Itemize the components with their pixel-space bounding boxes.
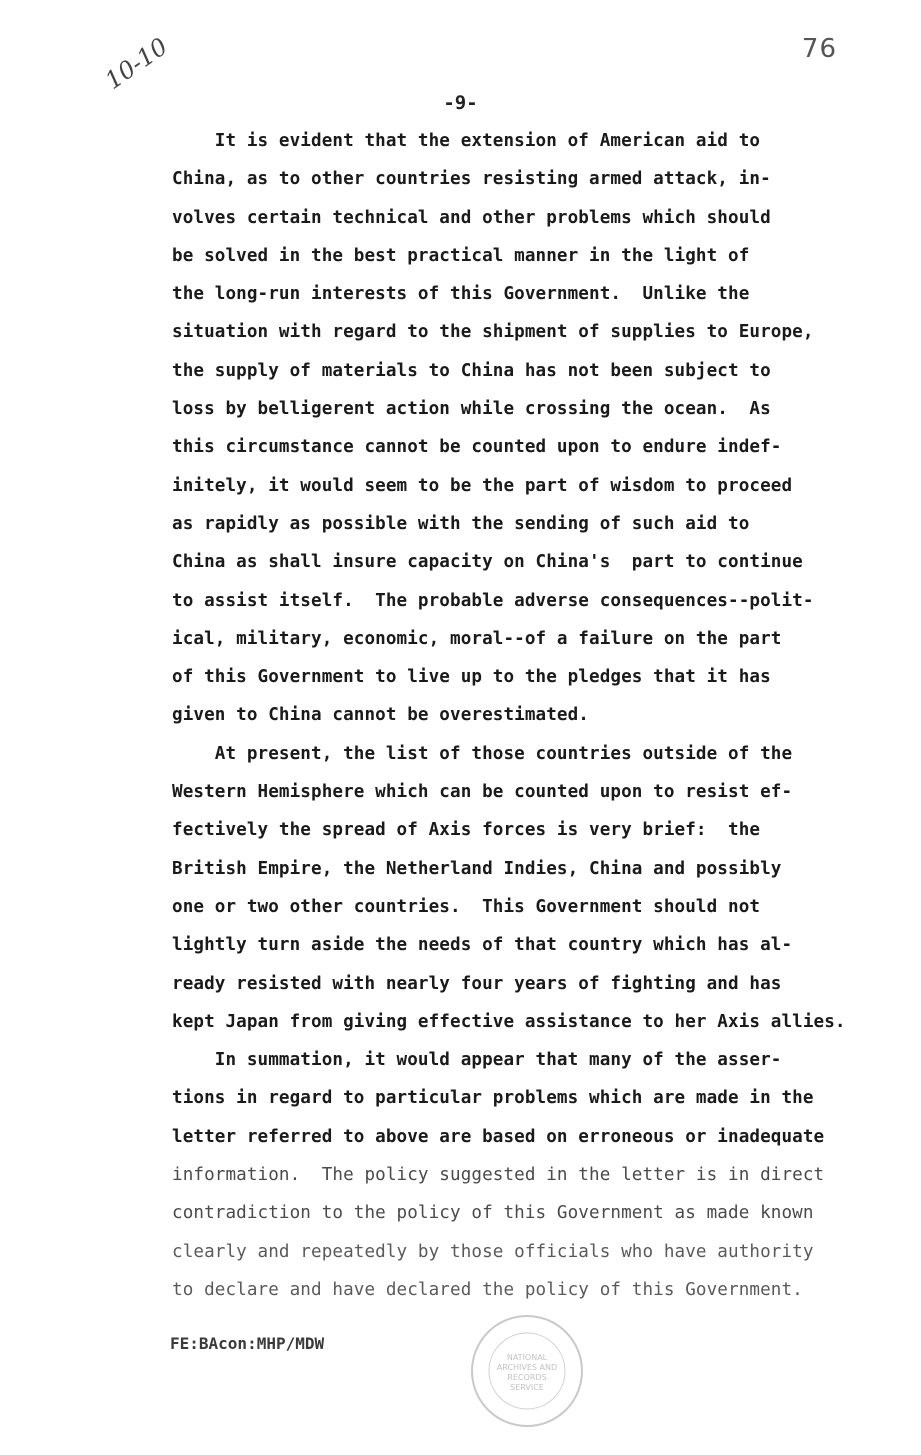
text-line: initely, it would seem to be the part of wisdom to proceed <box>172 475 793 496</box>
text-line: the long-run interests of this Government. Unlike the <box>172 284 750 305</box>
text-line: Western Hemisphere which can be counted upon to resist ef- <box>172 782 793 803</box>
text-line: ready resisted with nearly four years of fighting and has <box>172 973 782 994</box>
seal-text-line: NATIONAL <box>506 1353 548 1362</box>
text-line: China, as to other countries resisting armed attack, in- <box>172 169 771 190</box>
text-line: ical, military, economic, moral--of a failure on the part <box>172 628 782 649</box>
text-line: of this Government to live up to the pledges that it has <box>172 667 771 688</box>
seal-text-line: ARCHIVES AND <box>496 1363 558 1372</box>
seal-text-line: RECORDS <box>507 1373 547 1382</box>
text-line: lightly turn aside the needs of that country which has al- <box>172 935 793 956</box>
text-line: as rapidly as possible with the sending of such aid to <box>172 513 750 534</box>
seal-text-line: SERVICE <box>510 1383 544 1392</box>
text-line: kept Japan from giving effective assistance to her Axis allies. <box>172 1011 846 1032</box>
text-line: It is evident that the extension of American aid to <box>172 131 761 151</box>
text-line: one or two other countries. This Government should not <box>172 896 761 917</box>
text-line: China as shall insure capacity on China's part to continue <box>172 552 803 573</box>
text-line: clearly and repeatedly by those officials who have authority <box>172 1241 814 1262</box>
text-line: letter referred to above are based on erroneous or inadequate <box>172 1126 825 1147</box>
page-folio: -9- <box>443 92 478 114</box>
text-line: information. The policy suggested in the letter is in direct <box>172 1165 825 1186</box>
text-line: be solved in the best practical manner in the light of <box>172 245 750 266</box>
text-line: At present, the list of those countries outside of the <box>172 743 793 764</box>
text-line: fectively the spread of Axis forces is very brief: the <box>172 820 761 841</box>
text-line: loss by belligerent action while crossing the ocean. As <box>172 399 771 420</box>
text-line: contradiction to the policy of this Government as made known <box>172 1203 814 1224</box>
text-line: to declare and have declared the policy of this Government. <box>172 1279 803 1300</box>
text-line: situation with regard to the shipment of supplies to Europe, <box>172 322 814 343</box>
reference-initials: FE:BAcon:MHP/MDW <box>170 1334 325 1353</box>
text-line: to assist itself. The probable adverse consequences--polit- <box>172 590 814 611</box>
text-line: given to China cannot be overestimated. <box>172 705 590 726</box>
text-line: this circumstance cannot be counted upon to endure indef- <box>172 437 782 458</box>
text-line: In summation, it would appear that many of the asser- <box>172 1050 782 1071</box>
text-line: British Empire, the Netherland Indies, China and possibly <box>172 858 782 879</box>
page-number-stamp: 76 <box>801 34 837 64</box>
text-line: the supply of materials to China has not been subject to <box>172 360 771 381</box>
national-archives-seal <box>468 1312 586 1430</box>
text-line: tions in regard to particular problems which are made in the <box>172 1088 814 1109</box>
text-line: volves certain technical and other problems which should <box>172 207 771 228</box>
document-body <box>172 122 887 1309</box>
handwritten-file-mark: 10-10 <box>100 32 173 95</box>
